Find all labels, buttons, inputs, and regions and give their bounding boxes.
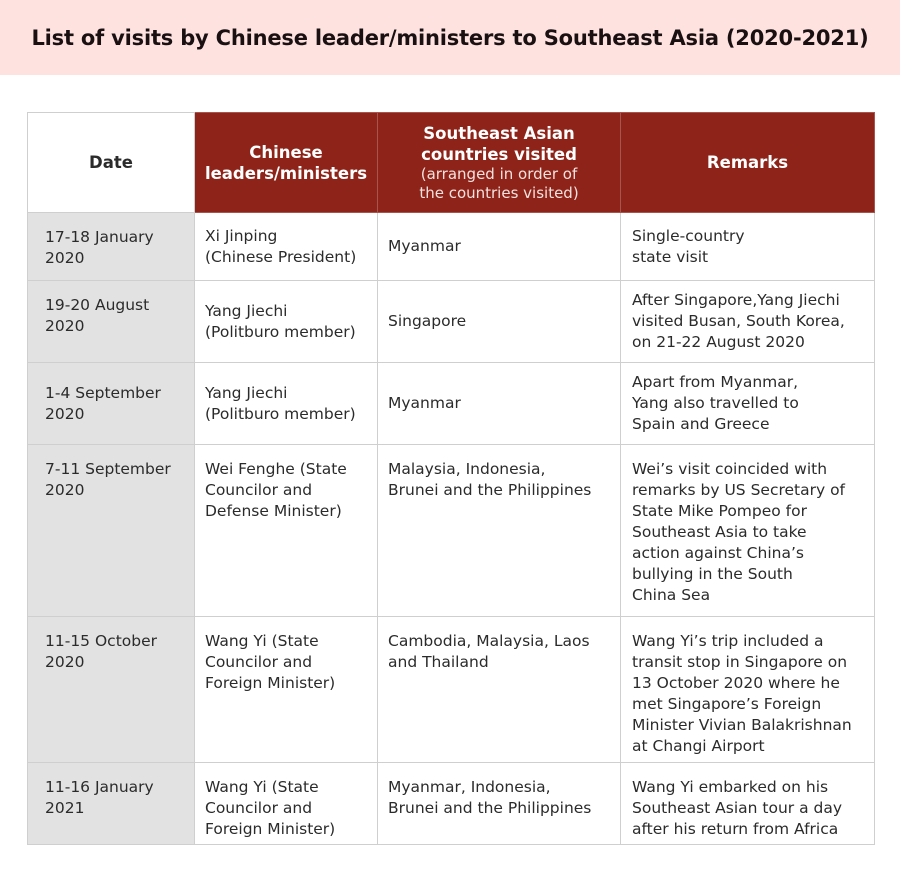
date-cell: [28, 445, 195, 617]
leader-cell-line: Yang Jiechi: [205, 301, 288, 320]
leader-cell-line: Councilor and: [205, 653, 313, 671]
leader-cell-line: (Politburo member): [205, 404, 356, 423]
header-countries-note: (arranged in order of: [420, 164, 578, 183]
remarks-cell-line: action against China’s: [632, 544, 804, 562]
page-title: List of visits by Chinese leader/ministers to Southeast Asia (2020-2021): [31, 25, 869, 50]
header-date: Date: [28, 113, 195, 213]
date-cell-line: 2020: [45, 653, 85, 671]
countries-cell-line: Brunei and the Philippines: [388, 481, 592, 499]
remarks-cell-line: remarks by US Secretary of: [632, 481, 846, 499]
leader-cell-line: Defense Minister): [205, 502, 342, 520]
leader-cell-line: Foreign Minister): [205, 674, 336, 692]
date-cell: [28, 363, 195, 445]
leader-cell: [195, 363, 378, 445]
countries-cell-line: Malaysia, Indonesia,: [388, 460, 546, 478]
date-cell-line: 2020: [45, 404, 85, 423]
table-row: [28, 617, 875, 763]
countries-cell-line: Brunei and the Philippines: [388, 799, 592, 817]
leader-cell-line: Wang Yi (State: [205, 632, 319, 650]
remarks-cell-line: Wang Yi’s trip included a: [632, 632, 824, 650]
remarks-cell-line: Apart from Myanmar,: [632, 373, 799, 391]
remarks-cell-line: Minister Vivian Balakrishnan: [632, 716, 852, 734]
title-banner: [0, 0, 900, 75]
table-row: [28, 445, 875, 617]
leader-cell-line: Foreign Minister): [205, 820, 336, 838]
remarks-cell-line: visited Busan, South Korea,: [632, 312, 845, 330]
remarks-cell-line: on 21-22 August 2020: [632, 333, 805, 351]
date-cell-line: 2020: [45, 317, 85, 335]
remarks-cell-line: Single-country: [632, 226, 745, 245]
header-countries-line: Southeast Asian: [423, 123, 575, 143]
leader-cell: [195, 763, 378, 845]
leader-cell-line: Councilor and: [205, 481, 313, 499]
date-cell-line: 11-15 October: [45, 632, 157, 650]
table-row: [28, 213, 875, 281]
remarks-cell-line: Wang Yi embarked on his: [632, 778, 829, 796]
date-cell-line: 2021: [45, 799, 85, 817]
leader-cell-line: Wei Fenghe (State: [205, 460, 347, 478]
remarks-cell-line: After Singapore,Yang Jiechi: [632, 291, 840, 309]
remarks-cell: [621, 213, 875, 281]
header-countries: [378, 113, 621, 213]
leader-cell: [195, 445, 378, 617]
leader-cell-line: Wang Yi (State: [205, 778, 319, 796]
leader-cell-line: Xi Jinping: [205, 226, 278, 245]
table-row: [28, 763, 875, 845]
header-countries-note: the countries visited): [419, 183, 579, 202]
remarks-cell-line: Spain and Greece: [632, 415, 770, 433]
countries-cell: [378, 617, 621, 763]
remarks-cell-line: after his return from Africa: [632, 820, 839, 838]
leader-cell-line: (Politburo member): [205, 322, 356, 341]
countries-cell-line: Myanmar: [388, 237, 461, 255]
date-cell: [28, 617, 195, 763]
header-remarks: Remarks: [621, 113, 875, 213]
remarks-cell-line: Yang also travelled to: [632, 394, 799, 412]
date-cell-line: 7-11 September: [45, 460, 171, 478]
date-cell-line: 2020: [45, 249, 85, 267]
countries-cell: [378, 363, 621, 445]
date-cell-line: 19-20 August: [45, 296, 150, 314]
table-row: [28, 281, 875, 363]
date-cell-line: 17-18 January: [45, 228, 154, 246]
remarks-cell: [621, 363, 875, 445]
header-leaders: [195, 113, 378, 213]
remarks-cell-line: Southeast Asian tour a day: [632, 799, 843, 817]
countries-cell: [378, 763, 621, 845]
countries-cell: [378, 213, 621, 281]
date-cell-line: 2020: [45, 481, 85, 499]
header-countries-line: countries visited: [421, 144, 577, 164]
date-cell: [28, 281, 195, 363]
leader-cell-line: Councilor and: [205, 799, 313, 817]
date-cell: [28, 213, 195, 281]
countries-cell-line: Myanmar, Indonesia,: [388, 778, 551, 796]
leader-cell: [195, 617, 378, 763]
countries-cell: [378, 281, 621, 363]
leader-cell-line: Yang Jiechi: [205, 383, 288, 402]
remarks-cell: [621, 281, 875, 363]
visits-table: [27, 112, 875, 845]
remarks-cell-line: Southeast Asia to take: [632, 523, 807, 541]
remarks-cell-line: State Mike Pompeo for: [632, 502, 807, 520]
countries-cell: [378, 445, 621, 617]
date-cell-line: 1-4 September: [45, 383, 161, 402]
remarks-cell-line: transit stop in Singapore on: [632, 653, 848, 671]
date-cell: [28, 763, 195, 845]
countries-cell-line: and Thailand: [388, 653, 489, 671]
leader-cell: [195, 281, 378, 363]
leader-cell-line: (Chinese President): [205, 247, 357, 266]
leader-cell: [195, 213, 378, 281]
remarks-cell-line: 13 October 2020 where he: [632, 674, 840, 692]
remarks-cell-line: bullying in the South: [632, 565, 793, 583]
table-row: [28, 363, 875, 445]
remarks-cell-line: met Singapore’s Foreign: [632, 695, 822, 713]
header-leaders-line: Chinese: [249, 142, 323, 162]
countries-cell-line: Cambodia, Malaysia, Laos: [388, 632, 590, 650]
remarks-cell-line: Wei’s visit coincided with: [632, 460, 828, 478]
remarks-cell: [621, 445, 875, 617]
remarks-cell-line: at Changi Airport: [632, 737, 765, 755]
countries-cell-line: Singapore: [388, 312, 467, 330]
remarks-cell: [621, 763, 875, 845]
header-leaders-line: leaders/ministers: [204, 163, 368, 183]
remarks-cell-line: state visit: [632, 247, 709, 266]
remarks-cell: [621, 617, 875, 763]
date-cell-line: 11-16 January: [45, 778, 154, 796]
countries-cell-line: Myanmar: [388, 394, 461, 412]
header-row: [28, 113, 875, 213]
remarks-cell-line: China Sea: [632, 586, 711, 604]
